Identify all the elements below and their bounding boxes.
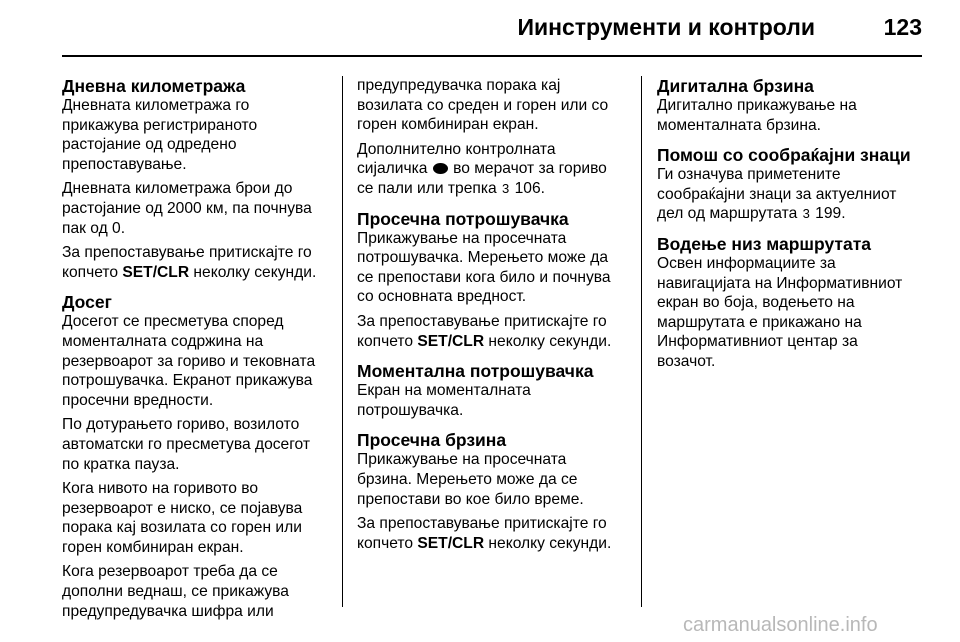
text-line (357, 332, 632, 352)
section-heading: Просечна потрошувачка (357, 208, 569, 229)
text-line: растојание од одредено (62, 136, 237, 154)
paragraph (62, 479, 332, 557)
section-heading: Дигитална брзина (657, 76, 814, 96)
column-1 (62, 76, 332, 631)
paragraph (657, 96, 927, 135)
text-line: дополни веднаш, се прикажува (62, 583, 289, 601)
section-average-speed (357, 430, 632, 553)
text-line: За препоставување притискајте го (62, 244, 312, 262)
paragraph (62, 415, 332, 474)
section-heading: Досег (62, 292, 112, 313)
text-line: горен комбиниран екран. (62, 538, 244, 556)
text-line: моменталната брзина. (657, 116, 821, 134)
text-line: растојание од 2000 км, па почнува (62, 199, 312, 217)
text-line: Прикажување на просечната (357, 451, 567, 469)
paragraph (657, 165, 927, 224)
text-line: препоставување. (62, 155, 187, 173)
watermark: carmanualsonline.info (683, 614, 878, 636)
text-line: се препостави кога било и почнува (357, 268, 611, 286)
paragraph (357, 76, 632, 135)
section-heading: Моментална потрошувачка (357, 361, 594, 382)
paragraph (62, 179, 332, 238)
text-line: возилата со среден и горен или со (357, 96, 609, 114)
section-traffic-sign-assistant (657, 145, 927, 224)
page-reference-link[interactable]: 106. (514, 179, 545, 197)
text-line: по кратка пауза. (62, 455, 180, 473)
text-line: потрошувачка. (357, 401, 464, 419)
header-title: Иинструменти и контроли (517, 14, 815, 40)
text-line: брзина. Мерењето може да се (357, 470, 578, 488)
page-number: 123 (883, 14, 922, 40)
section-daily-odometer (62, 76, 332, 282)
paragraph (357, 450, 632, 509)
paragraph (357, 312, 632, 351)
text-line: порака кај возилата со горен или (62, 519, 302, 537)
column-divider (641, 76, 642, 607)
text-line (657, 204, 927, 224)
fuel-warning-lamp-icon (433, 163, 448, 174)
text-line: Прикажување на просечната (357, 229, 567, 247)
page-reference-arrow-icon: 3 (802, 206, 810, 222)
section-heading: Дневна километража (62, 76, 246, 96)
text-line: Кога резервоарот треба да се (62, 563, 278, 581)
column-3 (657, 76, 927, 382)
text-line: прикажува регистрираното (62, 116, 258, 134)
text-line: потрошувачка. Мерењето може да (357, 249, 609, 267)
text-fragment: неколку секунди. (484, 534, 612, 552)
section-digital-speed (657, 76, 927, 135)
button-name-set-clr: SET/CLR (417, 332, 485, 350)
text-line: Дневната километража го (62, 97, 250, 114)
paragraph (62, 562, 332, 621)
text-line: моменталната содржина на (62, 332, 264, 350)
text-line (357, 159, 632, 179)
paragraph (357, 140, 632, 199)
column-divider (342, 76, 343, 607)
paragraph (62, 243, 332, 282)
text-line: просечни вредности. (62, 391, 214, 409)
text-line: возачот. (657, 352, 716, 370)
section-heading: Просечна брзина (357, 430, 507, 451)
text-fragment: се пали или трепка (357, 179, 502, 197)
text-line: маршрутата е прикажано на (657, 313, 862, 331)
text-line: со основната вредност. (357, 288, 527, 306)
paragraph (357, 229, 632, 307)
text-line (357, 534, 632, 554)
header-rule (62, 55, 922, 57)
text-line: резервоарот е ниско, се појавува (62, 499, 303, 517)
text-line: Дигитално прикажување на (657, 97, 857, 114)
page-reference-link[interactable]: 199. (815, 205, 846, 223)
section-range-continued (357, 76, 632, 199)
section-heading: Помош со сообраќајни знаци (657, 145, 911, 166)
paragraph (657, 254, 927, 372)
text-line: За препоставување притискајте го (357, 312, 607, 330)
text-line: сообраќајни знаци за актуелниот (657, 185, 897, 203)
button-name-set-clr: SET/CLR (417, 534, 485, 552)
section-instant-consumption (357, 361, 632, 420)
text-fragment: копчето (62, 263, 123, 281)
text-fragment: неколку секунди. (189, 263, 317, 281)
text-line: Ги означува приметените (657, 166, 841, 184)
text-line: пак од 0. (62, 219, 126, 237)
text-line: предупредувачка порака кај (357, 77, 561, 94)
paragraph (62, 96, 332, 174)
text-line: препостави во кое било време. (357, 490, 584, 508)
button-name-set-clr: SET/CLR (122, 263, 190, 281)
text-line: За препоставување притискајте го (357, 515, 607, 533)
column-2 (357, 76, 632, 563)
text-fragment: неколку секунди. (484, 332, 612, 350)
text-fragment: во мерачот за гориво (448, 160, 607, 178)
text-line (357, 179, 632, 199)
page-reference-arrow-icon: 3 (502, 180, 510, 196)
text-line: Освен информациите за (657, 254, 836, 272)
text-line: Екран на моменталната (357, 382, 531, 400)
section-heading: Водење низ маршрутата (657, 233, 872, 254)
text-fragment: сијаличка (357, 160, 432, 178)
text-line: навигацијата на Информативниот (657, 274, 903, 292)
text-fragment: копчето (357, 332, 418, 350)
section-route-guidance (657, 234, 927, 372)
text-line: Дневната километража брои до (62, 180, 293, 198)
text-line: автоматски го пресметува досегот (62, 435, 311, 453)
text-line (62, 263, 332, 283)
text-line: По дотурањето гориво, возилото (62, 416, 300, 434)
text-line: резервоарот за гориво и тековната (62, 352, 316, 370)
section-average-consumption (357, 209, 632, 352)
text-line: Досегот се пресметува според (62, 313, 284, 331)
paragraph (357, 514, 632, 553)
text-line: Кога нивото на горивото во (62, 480, 259, 498)
text-line: горен комбиниран екран. (357, 116, 539, 134)
text-line: потрошувачка. Екранот прикажува (62, 372, 313, 390)
text-fragment: дел од маршрутата (657, 205, 802, 223)
paragraph (62, 312, 332, 410)
text-line: Дополнително контролната (357, 140, 556, 158)
text-fragment: копчето (357, 534, 418, 552)
paragraph (357, 381, 632, 420)
text-line: предупредувачка шифра или (62, 602, 274, 620)
text-line: екран во боја, водењето на (657, 294, 855, 312)
text-line: Информативниот центар за (657, 333, 858, 351)
section-range (62, 292, 332, 621)
